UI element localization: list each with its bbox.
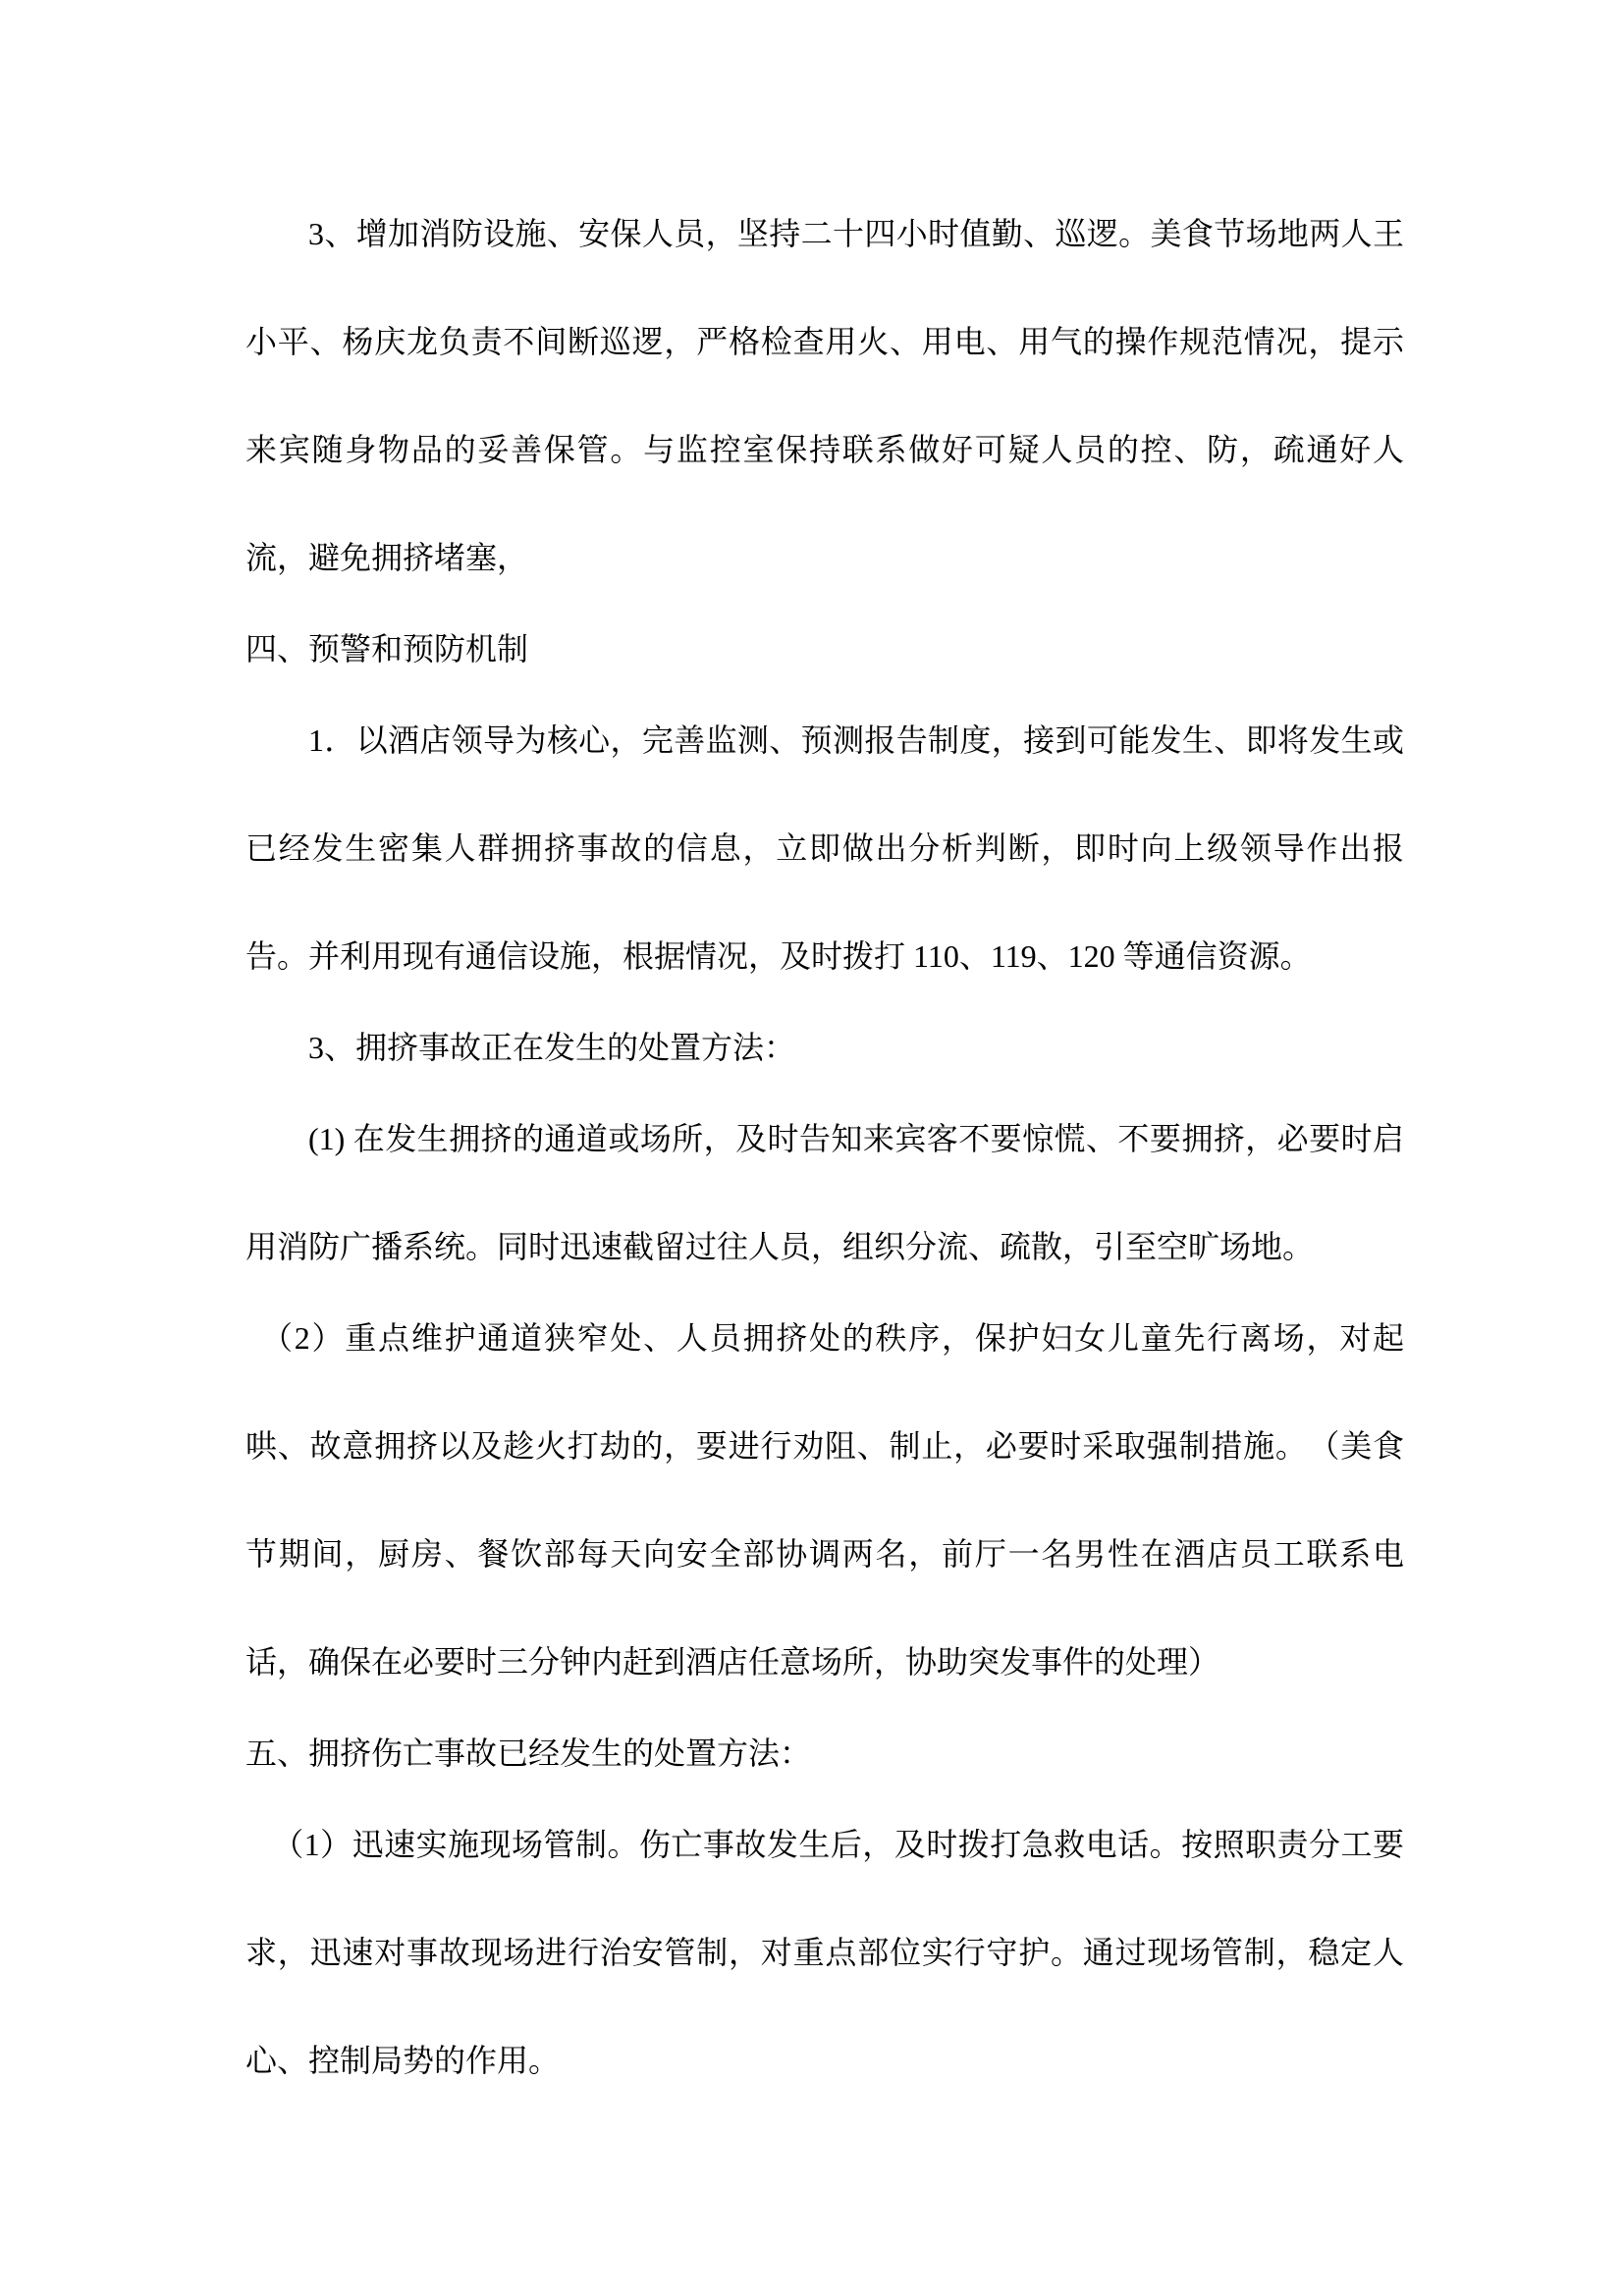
paragraph-sub1-site-control: （1）迅速实施现场管制。伤亡事故发生后，及时拨打急救电话。按照职责分工要求，迅速对事故现场进行治安管制，对重点部位实行守护。通过现场管制，稳定人心、控制局势的作用。 <box>245 1827 1404 2078</box>
paragraph-monitoring-report-system: 1．以酒店领导为核心，完善监测、预测报告制度，接到可能发生、即将发生或已经发生密集人群拥挤事故的信息，立即做出分析判断，即时向上级领导作出报告。并利用现有通信设施，根据情况，及时拨打 110、119、120 等通信资源。 <box>245 722 1404 974</box>
paragraph-fire-security-measures: 3、增加消防设施、安保人员，坚持二十四小时值勤、巡逻。美食节场地两人王小平、杨庆龙负责不间断巡逻，严格检查用火、用电、用气的操作规范情况，提示来宾随身物品的妥善保管。与监控室保持联系做好可疑人员的控、防，疏通好人流，避免拥挤堵塞， <box>245 216 1404 575</box>
section-heading-4-early-warning: 四、预警和预防机制 <box>245 631 529 667</box>
paragraph-sub1-passage-broadcast: (1) 在发生拥挤的通道或场所，及时告知来宾客不要惊慌、不要拥挤，必要时启用消防广播系统。同时迅速截留过往人员，组织分流、疏散，引至空旷场地。 <box>245 1121 1404 1264</box>
paragraph-crowding-in-progress-methods: 3、拥挤事故正在发生的处置方法： <box>308 1030 796 1065</box>
section-heading-5-casualty-methods: 五、拥挤伤亡事故已经发生的处置方法： <box>245 1735 812 1771</box>
paragraph-sub2-maintain-order: （2）重点维护通道狭窄处、人员拥挤处的秩序，保护妇女儿童先行离场，对起哄、故意拥挤以及趁火打劫的，要进行劝阻、制止，必要时采取强制措施。 （美食节期间，厨房、餐饮部每天向安全部协调两名，前厅一名男性在酒店员工联系电话，确保在必要时三分钟内赶到酒店任意场所，协助突发事件的处理） <box>245 1320 1404 1680</box>
